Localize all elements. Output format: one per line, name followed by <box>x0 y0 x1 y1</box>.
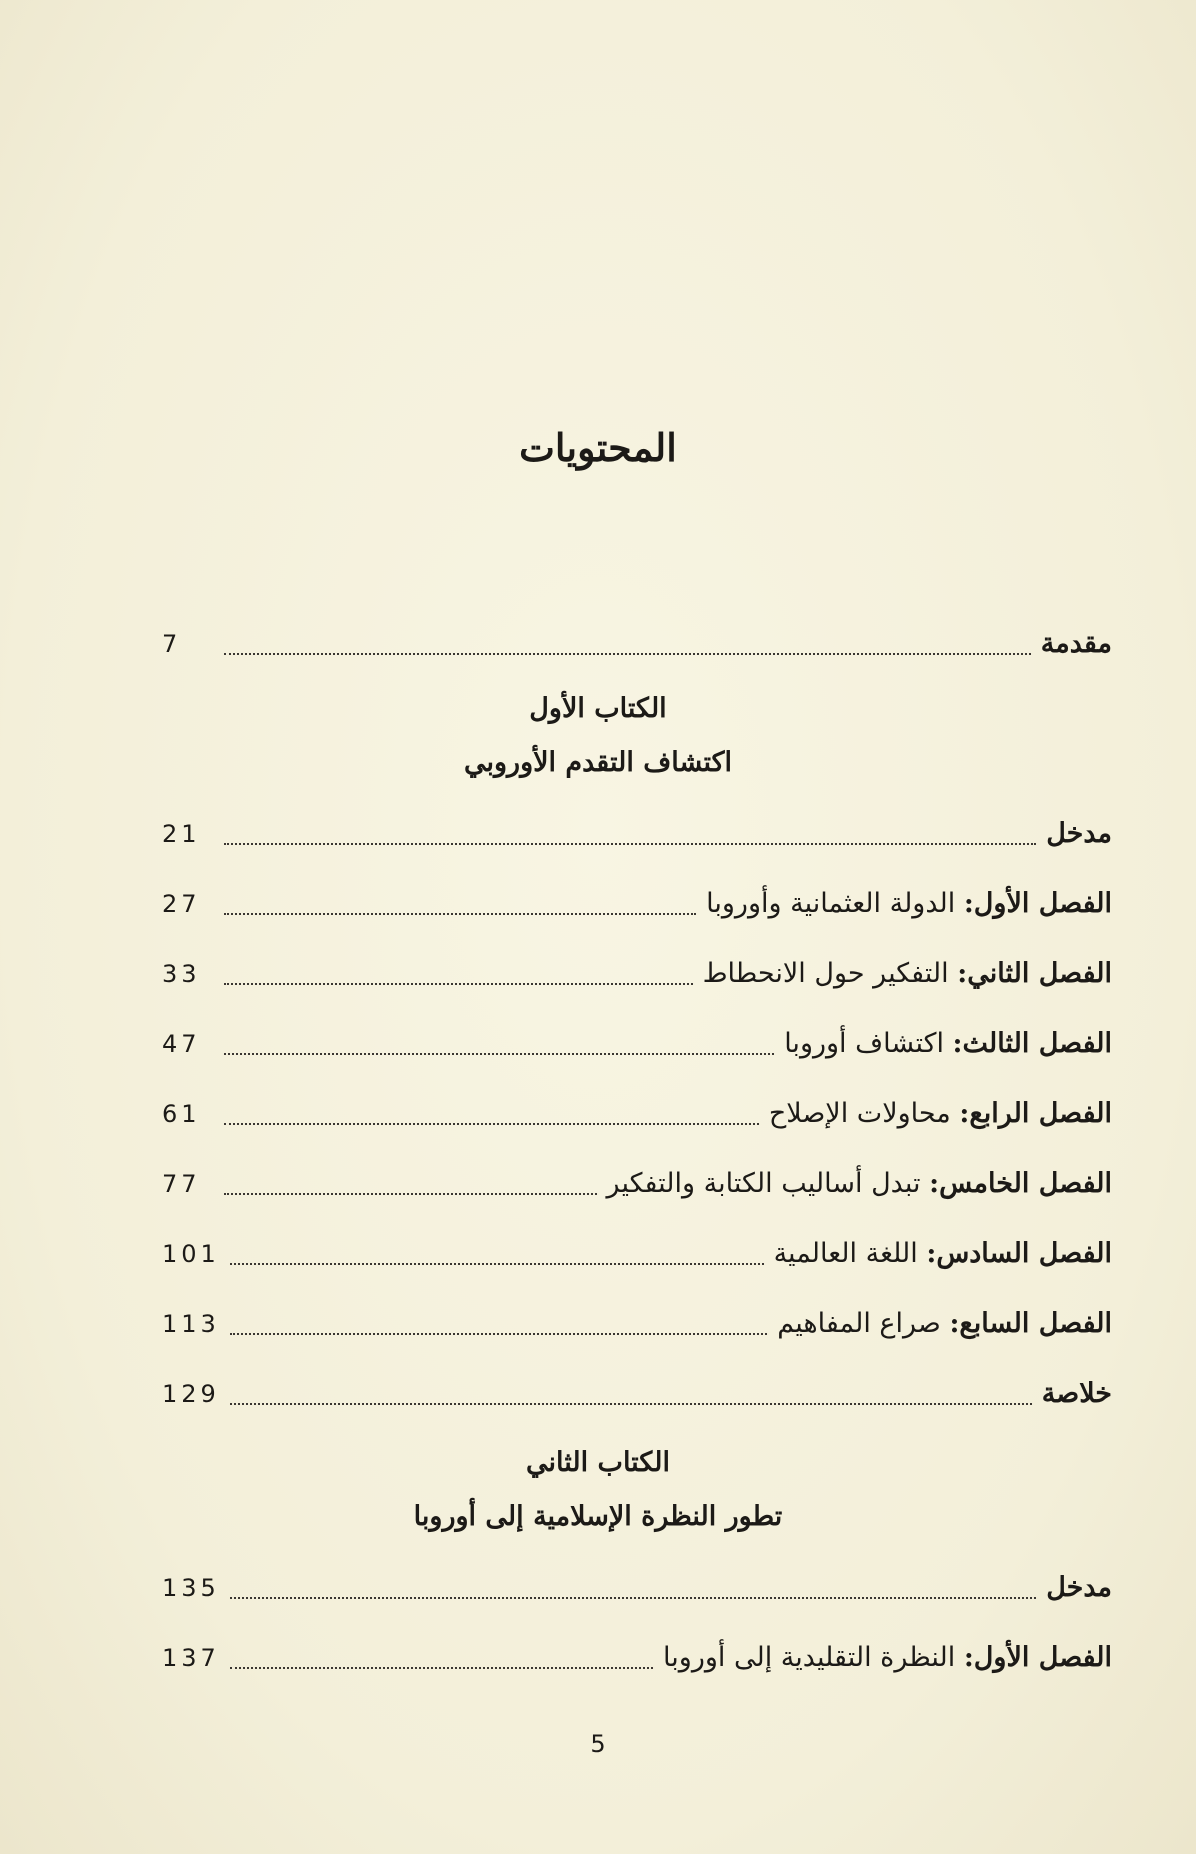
dot-leader <box>230 1332 767 1335</box>
toc-entry-title: مدخل <box>1046 818 1112 849</box>
toc-entry-label <box>1035 624 1112 664</box>
toc-entry-title: مقدمة <box>1040 628 1112 659</box>
toc-entry-subtitle: صراع المفاهيم <box>777 1308 950 1339</box>
book-two-subtitle: تطور النظرة الإسلامية إلى أوروبا <box>413 1501 783 1532</box>
toc-entry-label <box>1036 1374 1112 1414</box>
toc-entry <box>162 620 1112 664</box>
toc-entry-label <box>778 1024 1112 1064</box>
toc-page-number: 77 <box>162 1170 201 1198</box>
toc-entry-title: الفصل الأول: <box>963 888 1112 919</box>
toc-entry <box>162 880 1112 924</box>
toc-entry-label <box>771 1304 1112 1344</box>
toc-page-number: 33 <box>162 960 201 988</box>
toc-page-number: 47 <box>162 1030 201 1058</box>
toc-page-number: 137 <box>162 1644 220 1672</box>
toc-entry <box>162 810 1112 854</box>
book-two-heading: الكتاب الثاني <box>526 1447 670 1478</box>
toc-page-number: 129 <box>162 1380 220 1408</box>
toc-page-number: 21 <box>162 820 201 848</box>
toc-entry-label <box>697 954 1112 994</box>
toc-entry-subtitle: التفكير حول الانحطاط <box>702 958 958 989</box>
toc-entry <box>162 1230 1112 1274</box>
toc-entry-title: خلاصة <box>1041 1378 1112 1409</box>
toc-entry-subtitle: محاولات الإصلاح <box>768 1098 960 1129</box>
dot-leader <box>224 652 1031 655</box>
toc-entry-title: الفصل الخامس: <box>929 1168 1112 1199</box>
toc-entry-title: الفصل الرابع: <box>959 1098 1112 1129</box>
dot-leader <box>224 1122 759 1125</box>
toc-entry-label <box>657 1638 1112 1678</box>
toc-entry-title: الفصل السابع: <box>949 1308 1112 1339</box>
dot-leader <box>224 912 696 915</box>
book-one-subtitle: اكتشاف التقدم الأوروبي <box>463 747 733 778</box>
dot-leader <box>224 982 693 985</box>
toc-entry-subtitle: اللغة العالمية <box>773 1238 927 1269</box>
toc-entry-label <box>1040 814 1112 854</box>
toc-page-number: 7 <box>162 630 182 658</box>
toc-entry <box>162 1160 1112 1204</box>
toc-page-number: 135 <box>162 1574 220 1602</box>
toc-entry-label <box>763 1094 1112 1134</box>
toc-entry-title: الفصل السادس: <box>926 1238 1112 1269</box>
toc-entry-title: الفصل الثالث: <box>952 1028 1112 1059</box>
dot-leader <box>224 842 1036 845</box>
dot-leader <box>224 1192 597 1195</box>
toc-entry-label <box>1040 1568 1112 1608</box>
toc-entry <box>162 1370 1112 1414</box>
toc-entry <box>162 1634 1112 1678</box>
toc-page-number: 101 <box>162 1240 220 1268</box>
toc-page-number: 113 <box>162 1310 220 1338</box>
toc-entry <box>162 1020 1112 1064</box>
toc-entry <box>162 1564 1112 1608</box>
toc-entry <box>162 1300 1112 1344</box>
folio-page-number: 5 <box>590 1730 606 1758</box>
toc-entry-subtitle: اكتشاف أوروبا <box>784 1028 953 1059</box>
page-title: المحتويات <box>519 425 677 470</box>
dot-leader <box>230 1666 653 1669</box>
toc-entry <box>162 950 1112 994</box>
toc-page-number: 27 <box>162 890 201 918</box>
toc-entry-title: الفصل الثاني: <box>957 958 1112 989</box>
toc-entry-label <box>700 884 1112 924</box>
toc-entry-title: مدخل <box>1046 1572 1112 1603</box>
dot-leader <box>230 1402 1032 1405</box>
toc-entry-title: الفصل الأول: <box>963 1642 1112 1673</box>
toc-entry-label <box>601 1164 1112 1204</box>
dot-leader <box>230 1262 764 1265</box>
toc-entry-subtitle: الدولة العثمانية وأوروبا <box>706 888 964 919</box>
toc-page-number: 61 <box>162 1100 201 1128</box>
toc-entry-subtitle: تبدل أساليب الكتابة والتفكير <box>606 1168 930 1199</box>
toc-entry <box>162 1090 1112 1134</box>
toc-entry-subtitle: النظرة التقليدية إلى أوروبا <box>663 1642 964 1673</box>
dot-leader <box>230 1596 1036 1599</box>
book-one-heading: الكتاب الأول <box>529 693 667 724</box>
toc-entry-label <box>768 1234 1112 1274</box>
dot-leader <box>224 1052 774 1055</box>
